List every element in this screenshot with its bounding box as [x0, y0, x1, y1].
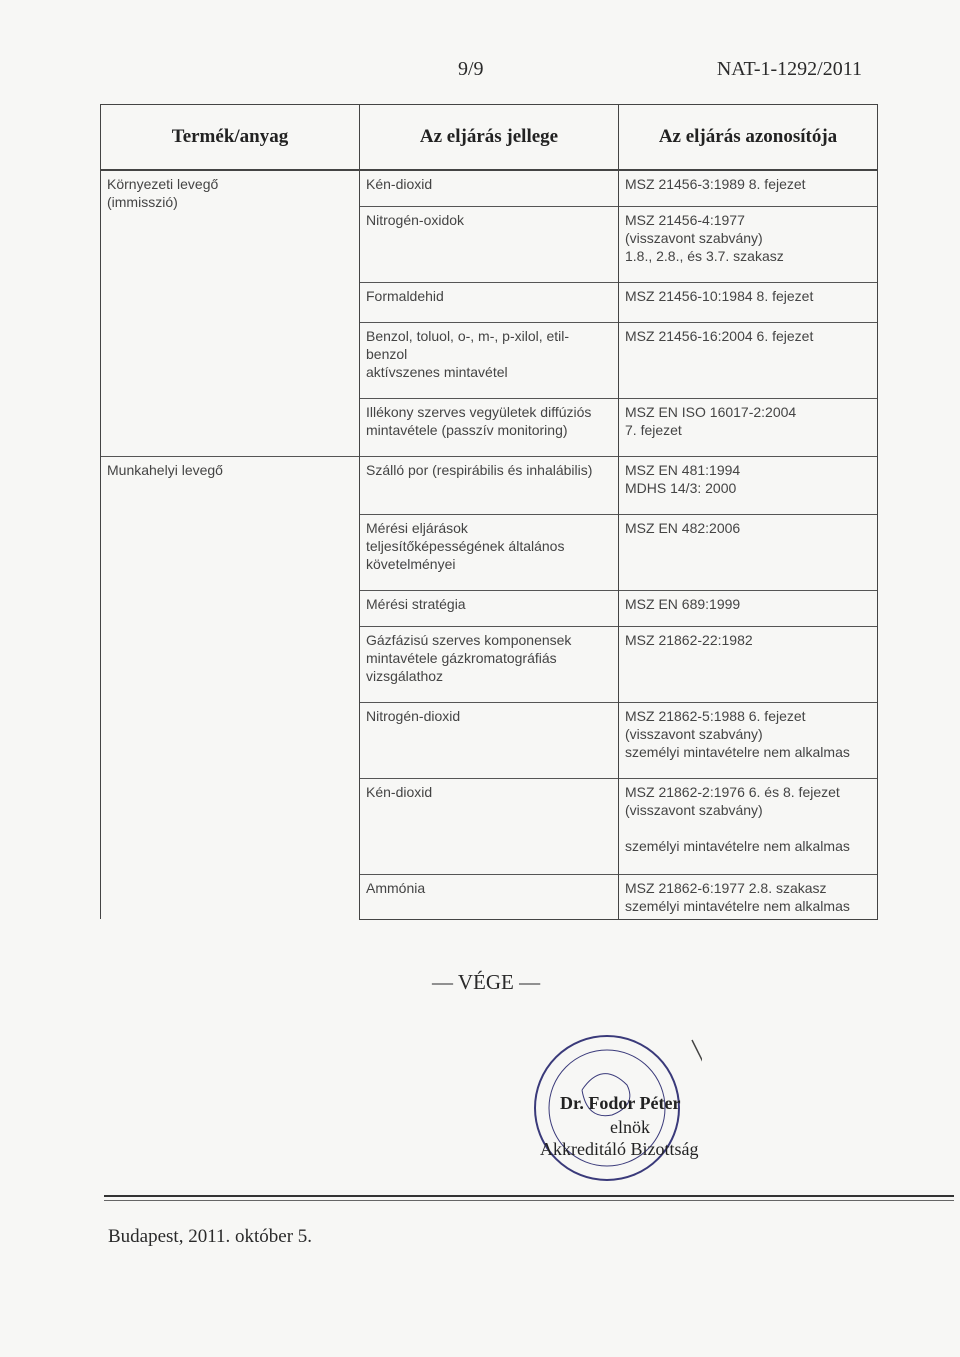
identifier-cell [619, 282, 878, 322]
identifier-cell [619, 590, 878, 626]
process-cell [360, 206, 619, 282]
identifier-cell [619, 514, 878, 590]
identifier-label: MSZ 21456-16:2004 6. fejezet [625, 327, 814, 344]
table-row [101, 456, 878, 514]
identifier-label: MSZ 21456-10:1984 8. fejezet [625, 287, 814, 304]
process-label: Formaldehid [366, 287, 444, 304]
process-label: Kén-dioxid [366, 176, 433, 192]
process-cell [360, 778, 619, 874]
identifier-label: MSZ EN ISO 16017-2:2004 7. fejezet [625, 403, 797, 438]
identifier-label: MSZ 21862-6:1977 2.8. szakasz személyi mintavételre nem alkalmas [625, 879, 850, 914]
process-cell [360, 590, 619, 626]
official-seal [512, 1030, 702, 1200]
process-label: Szálló por (respirábilis és inhalábilis) [366, 461, 593, 478]
process-cell [360, 282, 619, 322]
identifier-label: MSZ 21862-22:1982 [625, 631, 753, 648]
process-cell [360, 874, 619, 919]
process-label: Nitrogén-dioxid [366, 707, 461, 724]
process-cell [360, 398, 619, 456]
process-label: Ammónia [366, 879, 426, 896]
identifier-cell [619, 322, 878, 398]
footer-rule [104, 1195, 954, 1197]
identifier-cell [619, 702, 878, 778]
process-label: Benzol, toluol, o-, m-, p-xilol, etil- benzol aktívszenes mintavétel [366, 327, 570, 380]
identifier-label: MSZ 21862-2:1976 6. és 8. fejezet (visszavont szabvány) személyi mintavételre nem alkalmas [625, 783, 850, 854]
footer-date: Budapest, 2011. október 5. [108, 1226, 313, 1247]
process-cell [360, 170, 619, 206]
signatory-organization: Akkreditáló Bizottság [540, 1139, 699, 1159]
document-id: NAT-1-1292/2011 [716, 58, 862, 80]
column-header-process: Az eljárás jellege [360, 105, 619, 171]
identifier-cell [619, 626, 878, 702]
identifier-label: MSZ EN 482:2006 [625, 519, 741, 536]
signatory-name: Dr. Fodor Péter [560, 1093, 681, 1113]
end-marker: — VÉGE — [432, 970, 541, 994]
product-label: Környezeti levegő (immisszió) [107, 176, 219, 210]
identifier-cell [619, 170, 878, 206]
identifier-cell [619, 778, 878, 874]
table-body [101, 170, 878, 919]
page-number: 9/9 [458, 58, 484, 80]
process-cell [360, 456, 619, 514]
column-header-product: Termék/anyag [101, 105, 360, 171]
signatory-role: elnök [610, 1117, 650, 1137]
process-label: Mérési eljárások teljesítőképességének általános követelményei [366, 519, 565, 572]
table-header-row [101, 105, 878, 171]
process-label: Kén-dioxid [366, 783, 433, 800]
identifier-label: MSZ EN 481:1994 MDHS 14/3: 2000 [625, 461, 741, 496]
product-cell [101, 170, 360, 456]
accreditation-table [100, 104, 878, 920]
process-cell [360, 514, 619, 590]
process-label: Illékony szerves vegyületek diffúziós mintavétele (passzív monitoring) [366, 403, 592, 438]
process-label: Gázfázisú szerves komponensek mintavétele gázkromatográfiás vizsgálathoz [366, 631, 572, 684]
column-header-identifier: Az eljárás azonosítója [619, 105, 878, 171]
process-cell [360, 702, 619, 778]
process-cell [360, 322, 619, 398]
identifier-cell [619, 456, 878, 514]
identifier-label: MSZ 21456-4:1977 (visszavont szabvány) 1.8., 2.8., és 3.7. szakasz [625, 211, 784, 264]
process-label: Mérési stratégia [366, 595, 466, 612]
process-label: Nitrogén-oxidok [366, 211, 465, 228]
table-row [101, 170, 878, 206]
footer-rule-thin [104, 1200, 954, 1201]
product-label: Munkahelyi levegő [107, 461, 223, 478]
identifier-cell [619, 874, 878, 919]
identifier-cell [619, 398, 878, 456]
identifier-cell [619, 206, 878, 282]
identifier-label: MSZ EN 689:1999 [625, 595, 741, 612]
identifier-label: MSZ 21456-3:1989 8. fejezet [625, 176, 806, 192]
process-cell [360, 626, 619, 702]
product-cell [101, 456, 360, 919]
identifier-label: MSZ 21862-5:1988 6. fejezet (visszavont szabvány) személyi mintavételre nem alkalmas [625, 707, 850, 760]
